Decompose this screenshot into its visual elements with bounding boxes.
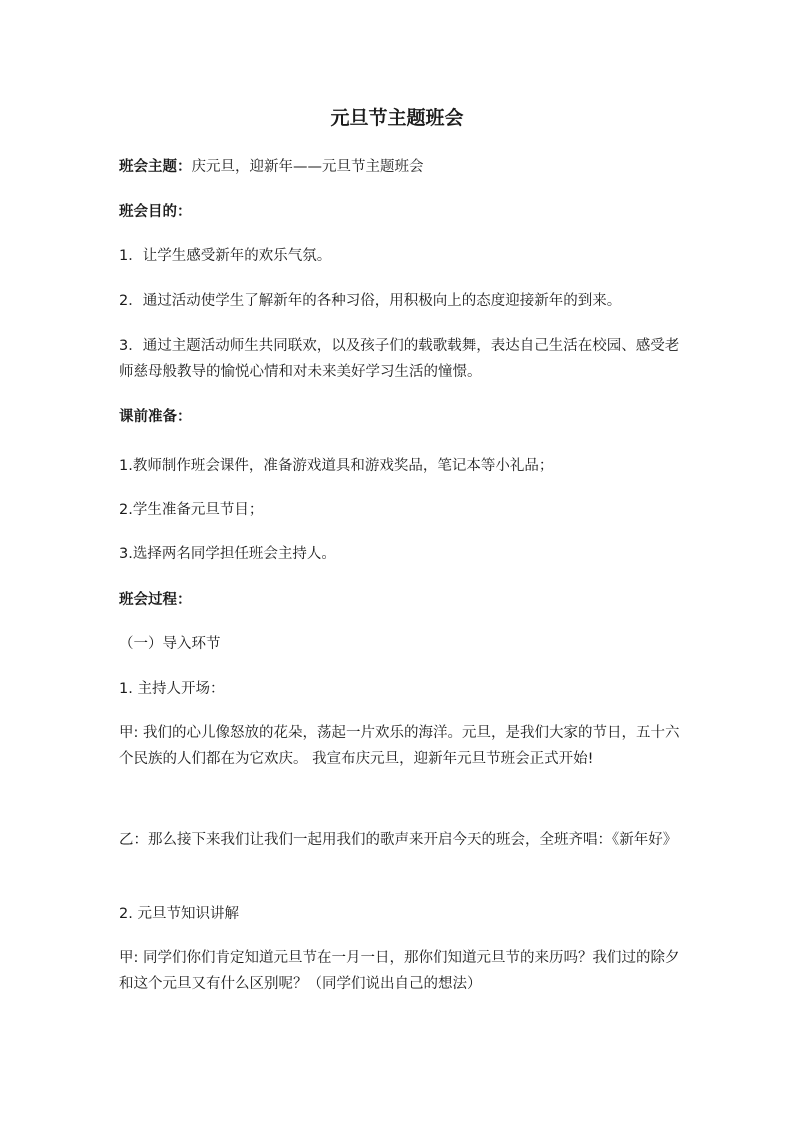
purpose-item-1: 1．让学生感受新年的欢乐气氛。 [119,248,332,264]
prep-item-3: 3.选择两名同学担任班会主持人。 [119,546,336,562]
host-a-speech-2: 甲: 同学们你们肯定知道元旦节在一月一日，那你们知道元旦节的来历吗？我们过的除夕和这个元旦又有什么区别呢？（同学们说出自己的想法） [119,950,680,992]
theme-line [119,154,684,180]
purpose-heading: 班会目的： [119,204,192,220]
step-2-heading: 2. 元旦节知识讲解 [119,906,239,922]
document-title: 元旦节主题班会 [330,107,464,129]
process-heading: 班会过程： [119,592,192,608]
step-1-heading: 1. 主持人开场： [119,681,225,697]
prep-heading: 课前准备： [119,409,192,425]
purpose-item-3: 3．通过主题活动师生共同联欢，以及孩子们的载歌载舞，表达自己生活在校园、感受老师慈母般教导的愉悦心情和对未来美好学习生活的憧憬。 [119,338,680,380]
theme-label: 班会主题： [119,159,192,175]
theme-text: 庆元旦，迎新年——元旦节主题班会 [191,159,424,175]
prep-item-1: 1.教师制作班会课件，准备游戏道具和游戏奖品，笔记本等小礼品； [119,458,554,474]
host-a-speech-1: 甲: 我们的心儿像怒放的花朵，荡起一片欢乐的海洋。元旦，是我们大家的节日，五十六个民族的人们都在为它欢庆。 我宣布庆元旦，迎新年元旦节班会正式开始! [119,725,680,767]
host-b-speech-1: 乙：那么接下来我们让我们一起用我们的歌声来开启今天的班会，全班齐唱：《新年好》 [119,832,678,848]
purpose-item-2: 2．通过活动使学生了解新年的各种习俗，用积极向上的态度迎接新年的到来。 [119,293,622,309]
section-heading-1: （一）导入环节 [119,636,221,652]
prep-item-2: 2.学生准备元旦节目； [119,502,264,518]
